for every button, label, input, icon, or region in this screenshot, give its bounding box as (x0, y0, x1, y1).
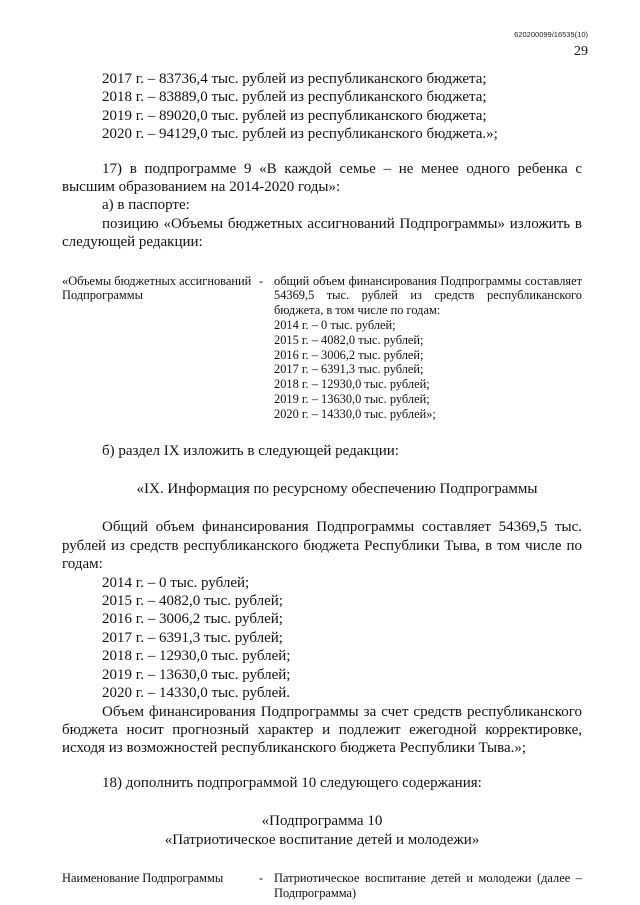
table-value-intro: общий объем финансирования Подпрограммы составляет 54369,5 тыс. рублей из средств республиканского бюджета, в том числе по годам: (274, 273, 582, 318)
subprogram-10-subtitle: «Патриотическое воспитание детей и молодежи» (164, 831, 480, 848)
table-year-line: 2019 г. – 13630,0 тыс. рублей; (274, 392, 430, 407)
year-line: 2017 г. – 6391,3 тыс. рублей; (102, 629, 283, 646)
item-17-paragraph: 17) в подпрограмме 9 «В каждой семье – не менее одного ребенка с высшим образованием на 2014-2020 годы»: (62, 160, 582, 196)
table-dash: - (258, 870, 264, 885)
year-line: 2019 г. – 13630,0 тыс. рублей; (102, 666, 291, 683)
year-line: 2018 г. – 12930,0 тыс. рублей; (102, 648, 291, 665)
table-year-line: 2020 г. – 14330,0 тыс. рублей»; (274, 406, 436, 421)
year-line: 2020 г. – 14330,0 тыс. рублей. (102, 685, 291, 702)
budget-line: 2017 г. – 83736,4 тыс. рублей из республиканского бюджета; (102, 71, 487, 87)
table-dash: - (258, 273, 264, 288)
table-year-line: 2018 г. – 12930,0 тыс. рублей; (274, 377, 430, 392)
item-b-paragraph: б) раздел IX изложить в следующей редакции: (102, 442, 399, 459)
budget-line: 2018 г. – 83889,0 тыс. рублей из республиканского бюджета; (102, 89, 487, 106)
year-line: 2014 г. – 0 тыс. рублей; (102, 574, 250, 591)
document-body (62, 70, 582, 901)
table-year-line: 2017 г. – 6391,3 тыс. рублей; (274, 362, 424, 377)
item-17-position: позицию «Объемы бюджетных ассигнований Подпрограммы» изложить в следующей редакции: (62, 215, 582, 251)
item-18-paragraph: 18) дополнить подпрограммой 10 следующего содержания: (102, 774, 482, 791)
passport-table-row (62, 274, 582, 422)
table-label: Наименование Подпрограммы (62, 870, 224, 885)
budget-line: 2020 г. – 94129,0 тыс. рублей из республиканского бюджета.»; (102, 126, 498, 143)
subprogram-table-row (62, 871, 582, 901)
table-label: «Объемы бюджетных ассигнований Подпрограммы (62, 273, 252, 303)
section-9-intro: Общий объем финансирования Подпрограммы составляет 54369,5 тыс. рублей из средств республиканского бюджета Республики Тыва, в том числе по годам: (62, 519, 582, 573)
year-line: 2015 г. – 4082,0 тыс. рублей; (102, 593, 283, 610)
budget-line: 2019 г. – 89020,0 тыс. рублей из республиканского бюджета; (102, 107, 487, 124)
table-value (268, 274, 582, 422)
page-number: 29 (574, 44, 588, 59)
section-9-heading: «IX. Информация по ресурсному обеспечению Подпрограммы (136, 481, 538, 498)
document-code: 620200099/16535(10) (514, 30, 588, 39)
year-line: 2016 г. – 3006,2 тыс. рублей; (102, 611, 283, 628)
table-year-line: 2015 г. – 4082,0 тыс. рублей; (274, 332, 424, 347)
table-value: Патриотическое воспитание детей и молодежи (далее – Подпрограмма) (274, 870, 582, 900)
budget-years-list (62, 70, 582, 144)
section-9-closing: Объем финансирования Подпрограммы за счет средств республиканского бюджета носит прогнозный характер и подлежит ежегодной корректировке, исходя из возможностей республиканского бюджета Республики Тыва.»; (62, 703, 582, 757)
table-year-line: 2014 г. – 0 тыс. рублей; (274, 318, 396, 333)
section-9-years-list (62, 574, 582, 703)
table-year-line: 2016 г. – 3006,2 тыс. рублей; (274, 347, 424, 362)
item-17-sub-a: а) в паспорте: (102, 197, 190, 214)
subprogram-10-title: «Подпрограмма 10 (261, 813, 383, 830)
